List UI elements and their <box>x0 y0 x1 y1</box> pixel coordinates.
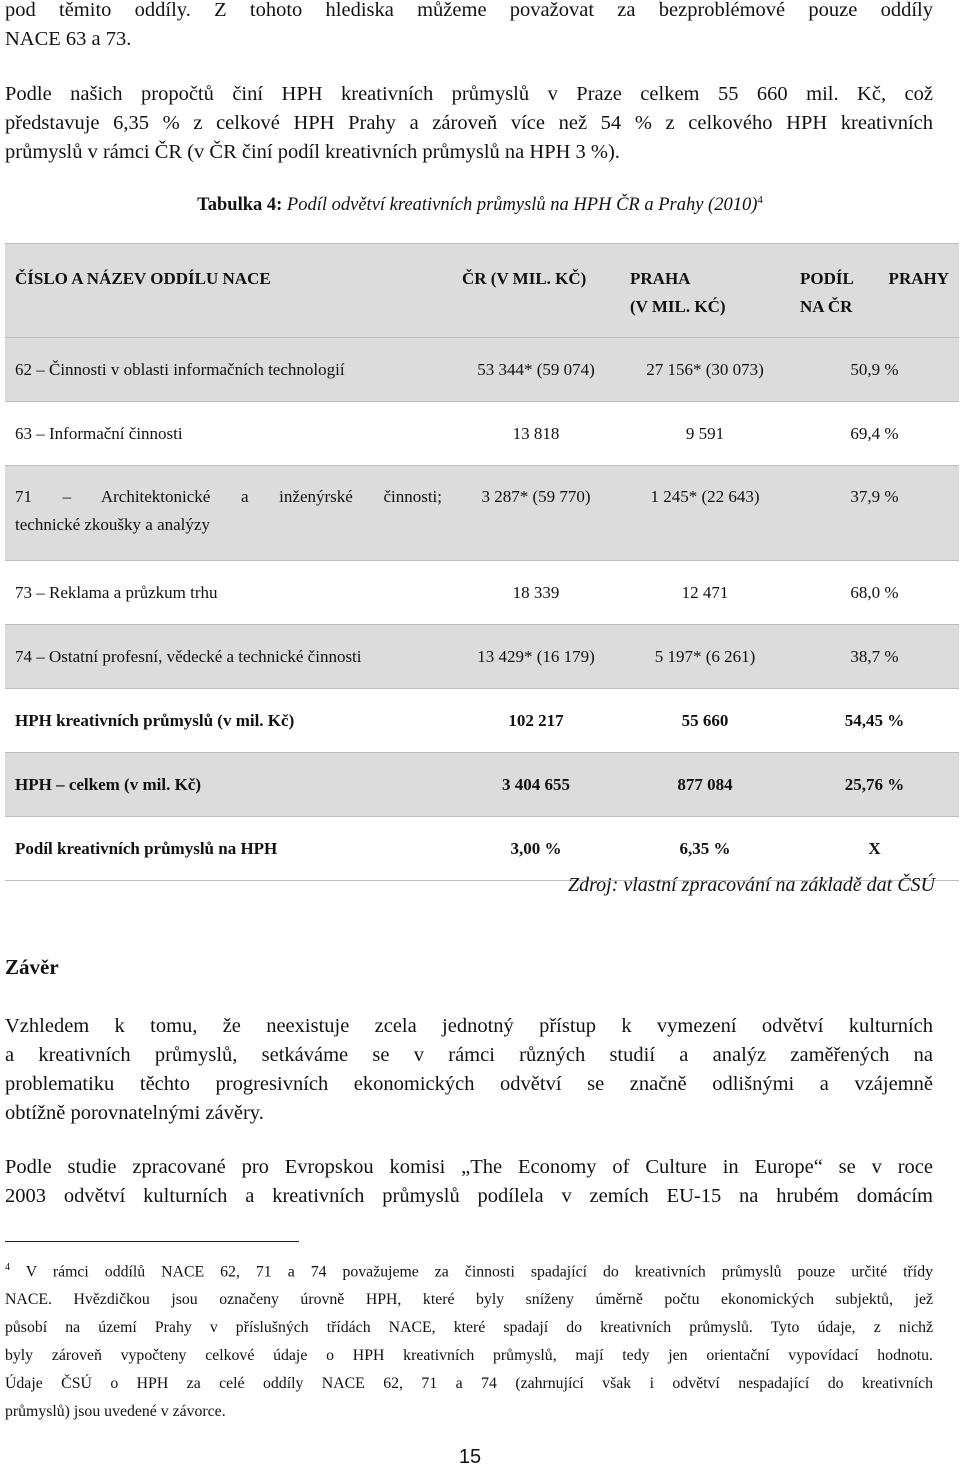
cell-cr: 18 339 <box>452 561 620 625</box>
text-line: NACE. Hvězdičkou jsou označeny úrovně HPH, které byly sníženy úměrně počtu ekonomických subjektů, jež <box>5 1291 933 1309</box>
cell-share: 54,45 % <box>790 689 959 753</box>
text-line: pod těmito oddíly. Z tohoto hlediska můžeme považovat za bezproblémové pouze oddíly <box>5 0 933 21</box>
text-line: průmyslů) jsou uvedené v závorce. <box>5 1403 226 1421</box>
cell-praha: 5 197* (6 261) <box>620 625 790 689</box>
cell-praha: 55 660 <box>620 689 790 753</box>
cell-cr: 13 429* (16 179) <box>452 625 620 689</box>
text-line: NACE 63 a 73. <box>5 28 132 50</box>
cell-cr: 53 344* (59 074) <box>452 338 620 402</box>
text-line: $^4$ V rámci oddílů NACE 62, 71 a 74 považujeme za činnosti spadající do kreativních průmyslů pouze určité třídy <box>5 1262 933 1281</box>
cell-share: 69,4 % <box>790 402 959 466</box>
table-total-row <box>5 817 959 881</box>
cell-praha: 6,35 % <box>620 817 790 881</box>
table-row <box>5 625 959 689</box>
text-line: Vzhledem k tomu, že neexistuje zcela jednotný přístup k vymezení odvětví kulturních <box>5 1015 933 1037</box>
table-row <box>5 561 959 625</box>
table-caption-title: Podíl odvětví kreativních průmyslů na HPH ČR a Prahy (2010) <box>286 195 758 216</box>
table-total-row <box>5 689 959 753</box>
section-heading: Závěr <box>5 955 59 979</box>
text-line: představuje 6,35 % z celkové HPH Prahy a zároveň více než 54 % z celkového HPH kreativních <box>5 112 933 134</box>
cell-cr: 3 287* (59 770) <box>452 466 620 561</box>
paragraph-intro <box>5 0 933 54</box>
cell-praha: 12 471 <box>620 561 790 625</box>
cell-nace: 62 – Činnosti v oblasti informačních technologií <box>5 338 452 402</box>
header-share: PODÍL PRAHY NA ČR <box>790 244 959 338</box>
paragraph-eu-study <box>5 1153 933 1211</box>
table-header-row <box>5 244 959 338</box>
header-cr: ČR (V MIL. KČ) <box>452 244 620 338</box>
header-nace: ČÍSLO A NÁZEV ODDÍLU NACE <box>5 244 452 338</box>
text-line: průmyslů v rámci ČR (v ČR činí podíl kreativních průmyslů na HPH 3 %). <box>5 141 620 163</box>
text-line: problematiku těchto progresivních ekonomických odvětví se značně odlišnými a vzájemně <box>5 1073 933 1095</box>
text-line: působí na území Prahy v příslušných třídách NACE, které spadají do kreativních průmyslů. Tyto údaje, z nichž <box>5 1319 933 1337</box>
cell-praha: 27 156* (30 073) <box>620 338 790 402</box>
text-line: byly zároveň vypočteny celkové údaje o HPH kreativních průmyslů, mají tedy jen orientační vypovídací hodnotu. <box>5 1347 933 1365</box>
cell-share: 37,9 % <box>790 466 959 561</box>
cell-cr: 102 217 <box>452 689 620 753</box>
cell-nace: HPH kreativních průmyslů (v mil. Kč) <box>5 689 452 753</box>
cell-nace: 74 – Ostatní profesní, vědecké a technické činnosti <box>5 625 452 689</box>
cell-nace: HPH – celkem (v mil. Kč) <box>5 753 452 817</box>
footnote-divider <box>5 1241 299 1242</box>
cell-share: 50,9 % <box>790 338 959 402</box>
cell-nace: 71 – Architektonické a inženýrské činnosti; technické zkoušky a analýzy <box>5 466 452 561</box>
text-line: obtížně porovnatelnými závěry. <box>5 1102 264 1124</box>
text-line: a kreativních průmyslů, setkáváme se v rámci různých studií a analýz zaměřených na <box>5 1044 933 1066</box>
page-number: 15 <box>458 1446 482 1468</box>
paragraph-conclusion <box>5 1012 933 1128</box>
footnote-reference: 4 <box>757 194 763 206</box>
table-row <box>5 466 959 561</box>
cell-cr: 3 404 655 <box>452 753 620 817</box>
text-line: Údaje ČSÚ o HPH za celé oddíly NACE 62, 71 a 74 (zahrnující však i odvětví nespadající do kreativních <box>5 1375 933 1393</box>
table-source: Zdroj: vlastní zpracování na základě dat ČSÚ <box>567 874 935 896</box>
table-row <box>5 338 959 402</box>
footnote-number: 4 <box>5 1262 10 1273</box>
header-praha: PRAHA (V MIL. KĆ) <box>620 244 790 338</box>
text-line: Podle našich propočtů činí HPH kreativních průmyslů v Praze celkem 55 660 mil. Kč, což <box>5 83 933 105</box>
cell-share: 68,0 % <box>790 561 959 625</box>
cell-share: 38,7 % <box>790 625 959 689</box>
cell-praha: 1 245* (22 643) <box>620 466 790 561</box>
table-row <box>5 402 959 466</box>
paragraph-hph-summary <box>5 80 933 167</box>
table-total-row <box>5 753 959 817</box>
cell-share: X <box>790 817 959 881</box>
text-line: 2003 odvětví kulturních a kreativních průmyslů podílela v zemích EU-15 na hrubém domácím <box>5 1185 933 1207</box>
cell-praha: 9 591 <box>620 402 790 466</box>
footnote <box>5 1254 933 1426</box>
cell-nace: 63 – Informační činnosti <box>5 402 452 466</box>
cell-praha: 877 084 <box>620 753 790 817</box>
table-caption-label: Tabulka 4: <box>197 195 283 216</box>
cell-nace: 73 – Reklama a průzkum trhu <box>5 561 452 625</box>
cell-nace: Podíl kreativních průmyslů na HPH <box>5 817 452 881</box>
cell-cr: 3,00 % <box>452 817 620 881</box>
hph-share-table <box>5 243 959 881</box>
table-caption <box>0 194 960 216</box>
text-line: Podle studie zpracované pro Evropskou komisi „The Economy of Culture in Europe“ se v roce <box>5 1156 933 1178</box>
cell-cr: 13 818 <box>452 402 620 466</box>
cell-share: 25,76 % <box>790 753 959 817</box>
